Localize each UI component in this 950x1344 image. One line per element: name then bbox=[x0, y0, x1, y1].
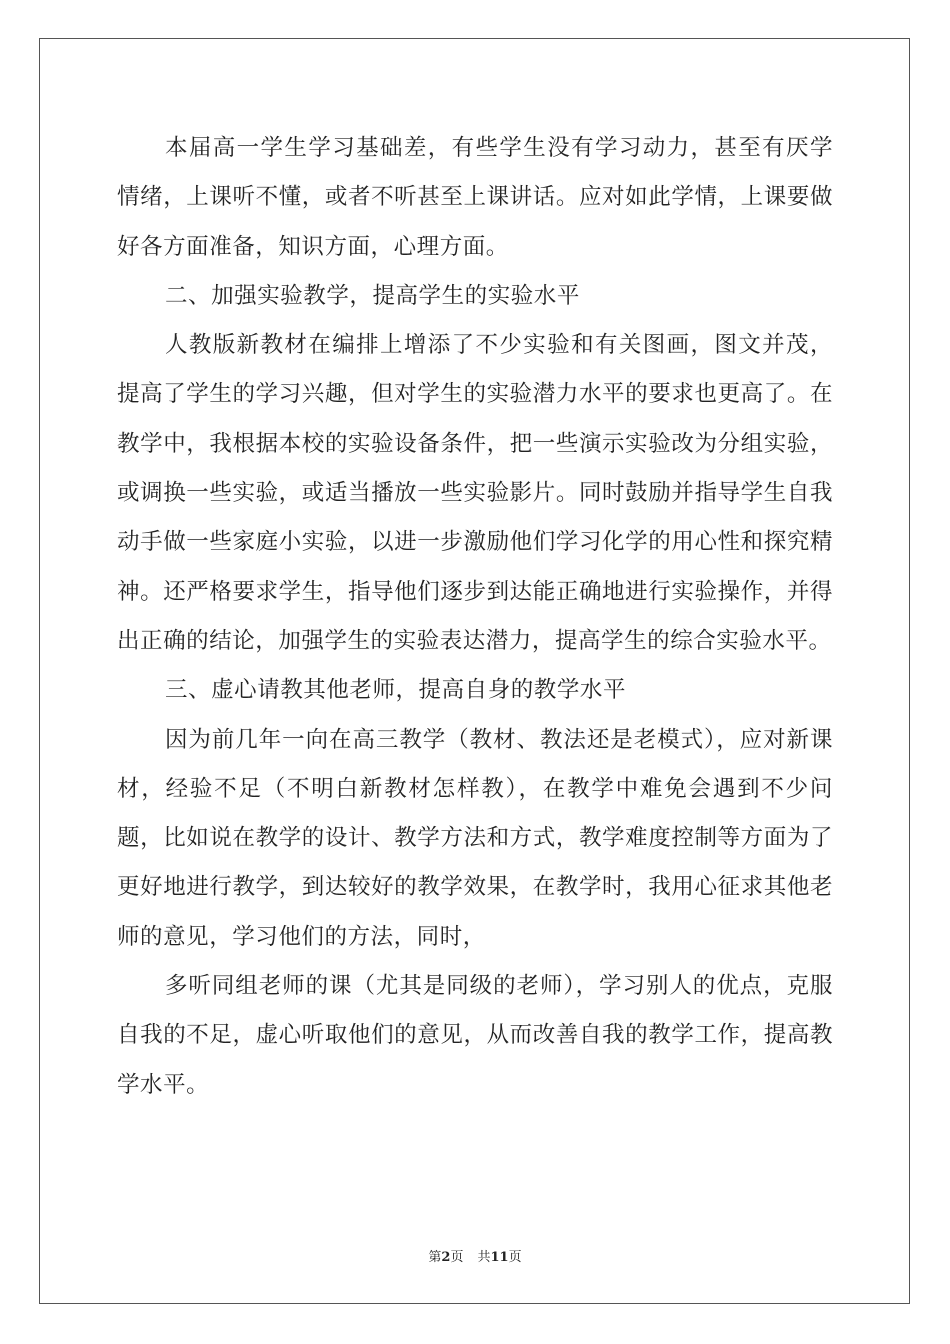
paragraph-experiment: 人教版新教材在编排上增添了不少实验和有关图画，图文并茂，提高了学生的学习兴趣，但对学生的实验潜力水平的要求也更高了。在教学中，我根据本校的实验设备条件，把一些演示实验改为分组实验，或调换一些实验，或适当播放一些实验影片。同时鼓励并指导学生自我动手做一些家庭小实验，以进一步激励他们学习化学的用心性和探究精神。还严格要求学生，指导他们逐步到达能正确地进行实验操作，并得出正确的结论，加强学生的实验表达潜力，提高学生的综合实验水平。 bbox=[117, 332, 833, 654]
page-suffix: 页 bbox=[450, 1250, 464, 1265]
total-suffix: 页 bbox=[508, 1250, 522, 1265]
total-pages-indicator bbox=[477, 1246, 521, 1265]
section-heading-learning: 三、虚心请教其他老师，提高自身的教学水平 bbox=[165, 677, 627, 704]
page-indicator bbox=[428, 1246, 463, 1265]
paragraph-intro: 本届高一学生学习基础差，有些学生没有学习动力，甚至有厌学情绪，上课听不懂，或者不听甚至上课讲话。应对如此学情，上课要做好各方面准备，知识方面，心理方面。 bbox=[117, 135, 833, 260]
paragraph-listening: 多听同组老师的课（尤其是同级的老师），学习别人的优点，克服自我的不足，虚心听取他们的意见，从而改善自我的教学工作，提高教学水平。 bbox=[117, 973, 833, 1098]
section-heading-experiment: 二、加强实验教学，提高学生的实验水平 bbox=[165, 282, 580, 309]
total-pages: 11 bbox=[490, 1250, 509, 1265]
page-footer bbox=[0, 1246, 950, 1265]
total-prefix: 共 bbox=[477, 1250, 491, 1265]
document-body bbox=[117, 124, 833, 1110]
page-prefix: 第 bbox=[428, 1250, 442, 1265]
paragraph-learning: 因为前几年一向在高三教学（教材、教法还是老模式），应对新课材，经验不足（不明白新教材怎样教），在教学中难免会遇到不少问题，比如说在教学的设计、教学方法和方式，教学难度控制等方面为了更好地进行教学，到达较好的教学效果，在教学时，我用心征求其他老师的意见，学习他们的方法，同时， bbox=[117, 726, 833, 950]
page-number: 2 bbox=[441, 1250, 451, 1265]
